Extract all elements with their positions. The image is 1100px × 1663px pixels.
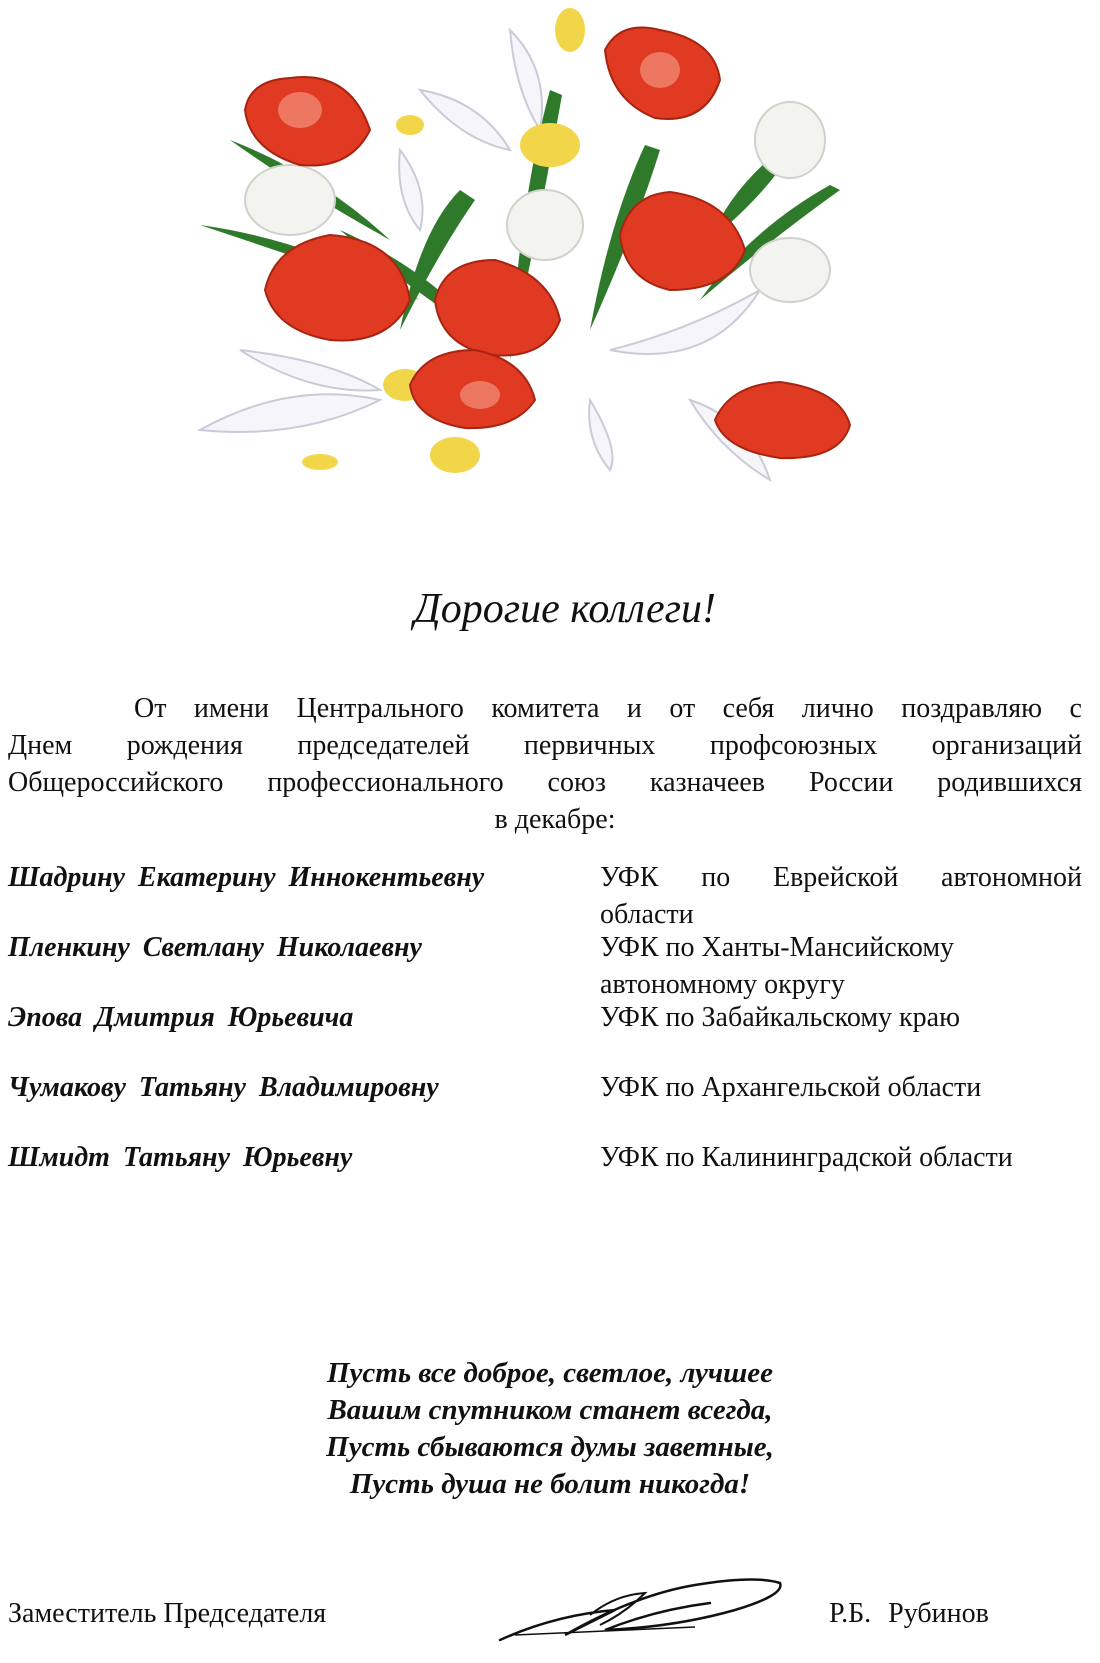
- signatory-title: Заместитель Председателя: [8, 1598, 327, 1629]
- honoree-department: УФК по Забайкальскому краю: [600, 1002, 960, 1033]
- intro-line: Общероссийского профессионального союз казначеев России родившихся: [8, 767, 1082, 798]
- handwritten-signature: [495, 1555, 795, 1645]
- poem-line: Пусть душа не болит никогда!: [349, 1468, 751, 1500]
- signatory-name: Р.Б. Рубинов: [829, 1598, 989, 1629]
- honoree-department: [600, 859, 1082, 933]
- intro-line: в декабре:: [494, 804, 616, 835]
- department-line: автономному округу: [600, 969, 845, 1000]
- honoree-name: Эпова Дмитрия Юрьевича: [8, 1002, 354, 1033]
- greeting-heading: Дорогие коллеги!: [414, 586, 716, 632]
- honoree-department: УФК по Калининградской области: [600, 1142, 1013, 1173]
- honoree-name: Шадрину Екатерину Иннокентьевну: [8, 862, 485, 893]
- poem-line: Пусть сбываются думы заветные,: [326, 1431, 774, 1463]
- honoree-department: [600, 929, 1082, 1003]
- department-line: УФК по Ханты-Мансийскому: [600, 932, 955, 963]
- poem-line: Пусть все доброе, светлое, лучшее: [326, 1357, 774, 1389]
- department-line: области: [600, 899, 694, 930]
- honoree-name: Пленкину Светлану Николаевну: [8, 932, 422, 963]
- poem-line: Вашим спутником станет всегда,: [327, 1394, 773, 1426]
- honoree-name: Чумакову Татьяну Владимировну: [8, 1072, 439, 1103]
- honoree-name: Шмидт Татьяну Юрьевну: [8, 1142, 353, 1173]
- intro-paragraph: [8, 690, 1082, 838]
- honoree-department: УФК по Архангельской области: [600, 1072, 982, 1103]
- congratulation-poem: [0, 1355, 1100, 1503]
- intro-line: Днем рождения председателей первичных профсоюзных организаций: [8, 730, 1082, 761]
- tulip-bouquet-illustration: [190, 0, 910, 520]
- department-line: УФК по Еврейской автономной: [600, 862, 1082, 893]
- intro-line: От имени Центрального комитета и от себя лично поздравляю с: [134, 693, 1082, 724]
